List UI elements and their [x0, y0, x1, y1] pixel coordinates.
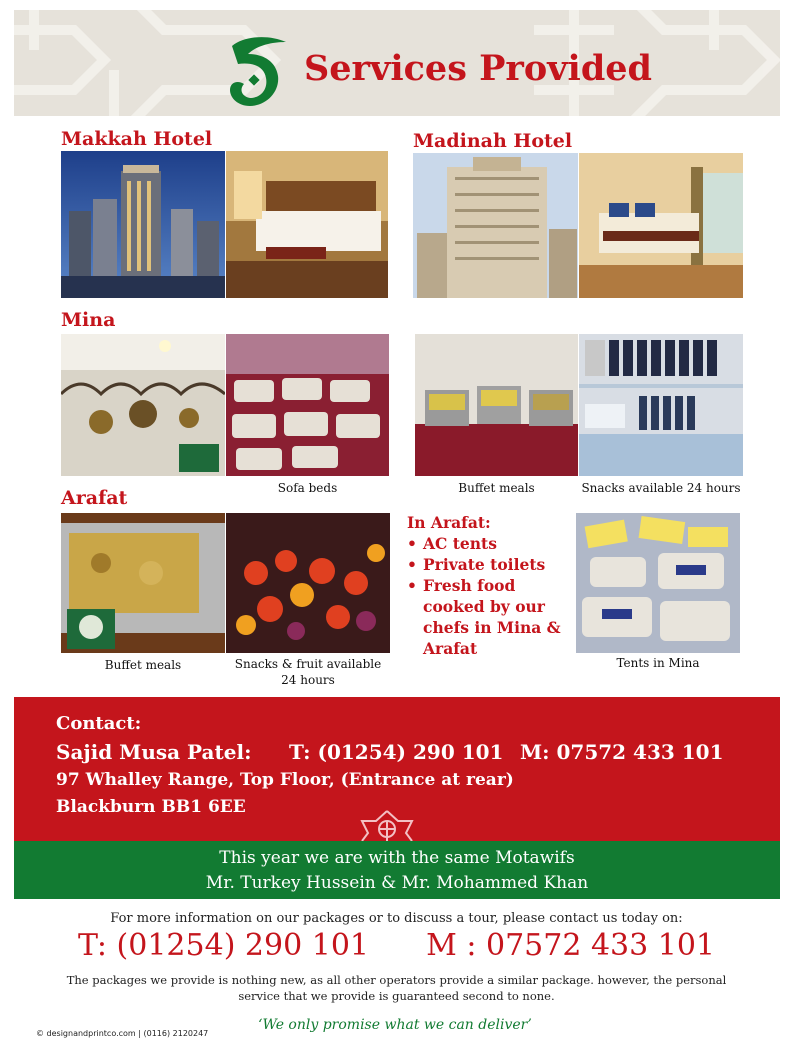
arafat-features-heading: In Arafat: [407, 513, 491, 532]
caption-sofa-beds: Sofa beds [277, 481, 338, 495]
tagline: ‘We only promise what we can deliver’ [258, 1017, 532, 1033]
list-item: • Fresh food cooked by our chefs in Mina & Arafat [407, 575, 575, 659]
mina-buffet-photo [415, 334, 578, 476]
makkah-hotel-bedroom-photo [226, 151, 388, 298]
mina-sofa-beds-photo [226, 334, 389, 476]
contact-address-line1: 97 Whalley Range, Top Floor, (Entrance at rear) [56, 770, 514, 790]
ornament-icon [354, 807, 420, 841]
mina-snacks-photo [579, 334, 743, 476]
contact-name: Sajid Musa Patel: [56, 740, 252, 764]
more-info-text: For more information on our packages or to discuss a tour, please contact us today on: [110, 911, 683, 926]
mina-title: Mina [61, 309, 116, 331]
contact-phone[interactable]: T: (01254) 290 101 [289, 740, 504, 764]
caption-arafat-buffet-meals: Buffet meals [104, 658, 182, 672]
designer-credit: © designandprintco.com | (0116) 2120247 [36, 1029, 209, 1038]
madinah-hotel-exterior-photo [413, 153, 578, 298]
makkah-hotel-exterior-photo [61, 151, 225, 298]
madinah-hotel-bedroom-photo [579, 153, 743, 298]
caption-mina-buffet-meals: Buffet meals [458, 481, 535, 495]
list-item: • AC tents [407, 533, 575, 554]
arafat-features-box [407, 512, 575, 659]
footer-phone[interactable]: T: (01254) 290 101 [77, 928, 369, 963]
arafat-title: Arafat [61, 487, 128, 509]
tents-in-mina-photo [576, 513, 740, 653]
list-item: • Private toilets [407, 554, 575, 575]
disclaimer-text: The packages we provide is nothing new, as all other operators provide a similar package. however, the personal service that we provide is guaranteed second to none. [66, 973, 727, 1003]
motawif-line1: This year we are with the same Motawifs [219, 848, 575, 868]
motawif-line2: Mr. Turkey Hussein & Mr. Mohammed Khan [205, 873, 589, 893]
caption-tents-in-mina: Tents in Mina [616, 656, 700, 670]
footer-phone-line [0, 928, 793, 963]
contact-address-line2: Blackburn BB1 6EE [56, 797, 246, 817]
caption-snacks-and-fruit: Snacks & fruit available 24 hours [234, 657, 382, 687]
arafat-features-list [407, 533, 575, 659]
makkah-hotel-title: Makkah Hotel [61, 128, 213, 150]
footer-mobile[interactable]: M : 07572 433 101 [426, 928, 716, 963]
motawif-band [14, 841, 780, 899]
mina-tent-interior-photo [61, 334, 225, 476]
page-title: Services Provided [304, 48, 653, 89]
arafat-buffet-photo [61, 513, 225, 653]
madinah-hotel-title: Madinah Hotel [413, 130, 573, 152]
contact-mobile[interactable]: M: 07572 433 101 [520, 740, 724, 764]
contact-band [14, 697, 780, 841]
caption-snacks-available: Snacks available 24 hours [581, 481, 741, 495]
contact-label: Contact: [56, 713, 142, 734]
arafat-fruit-photo [226, 513, 390, 653]
header-banner [14, 10, 780, 116]
arabic-letter-logo-icon [224, 34, 294, 110]
